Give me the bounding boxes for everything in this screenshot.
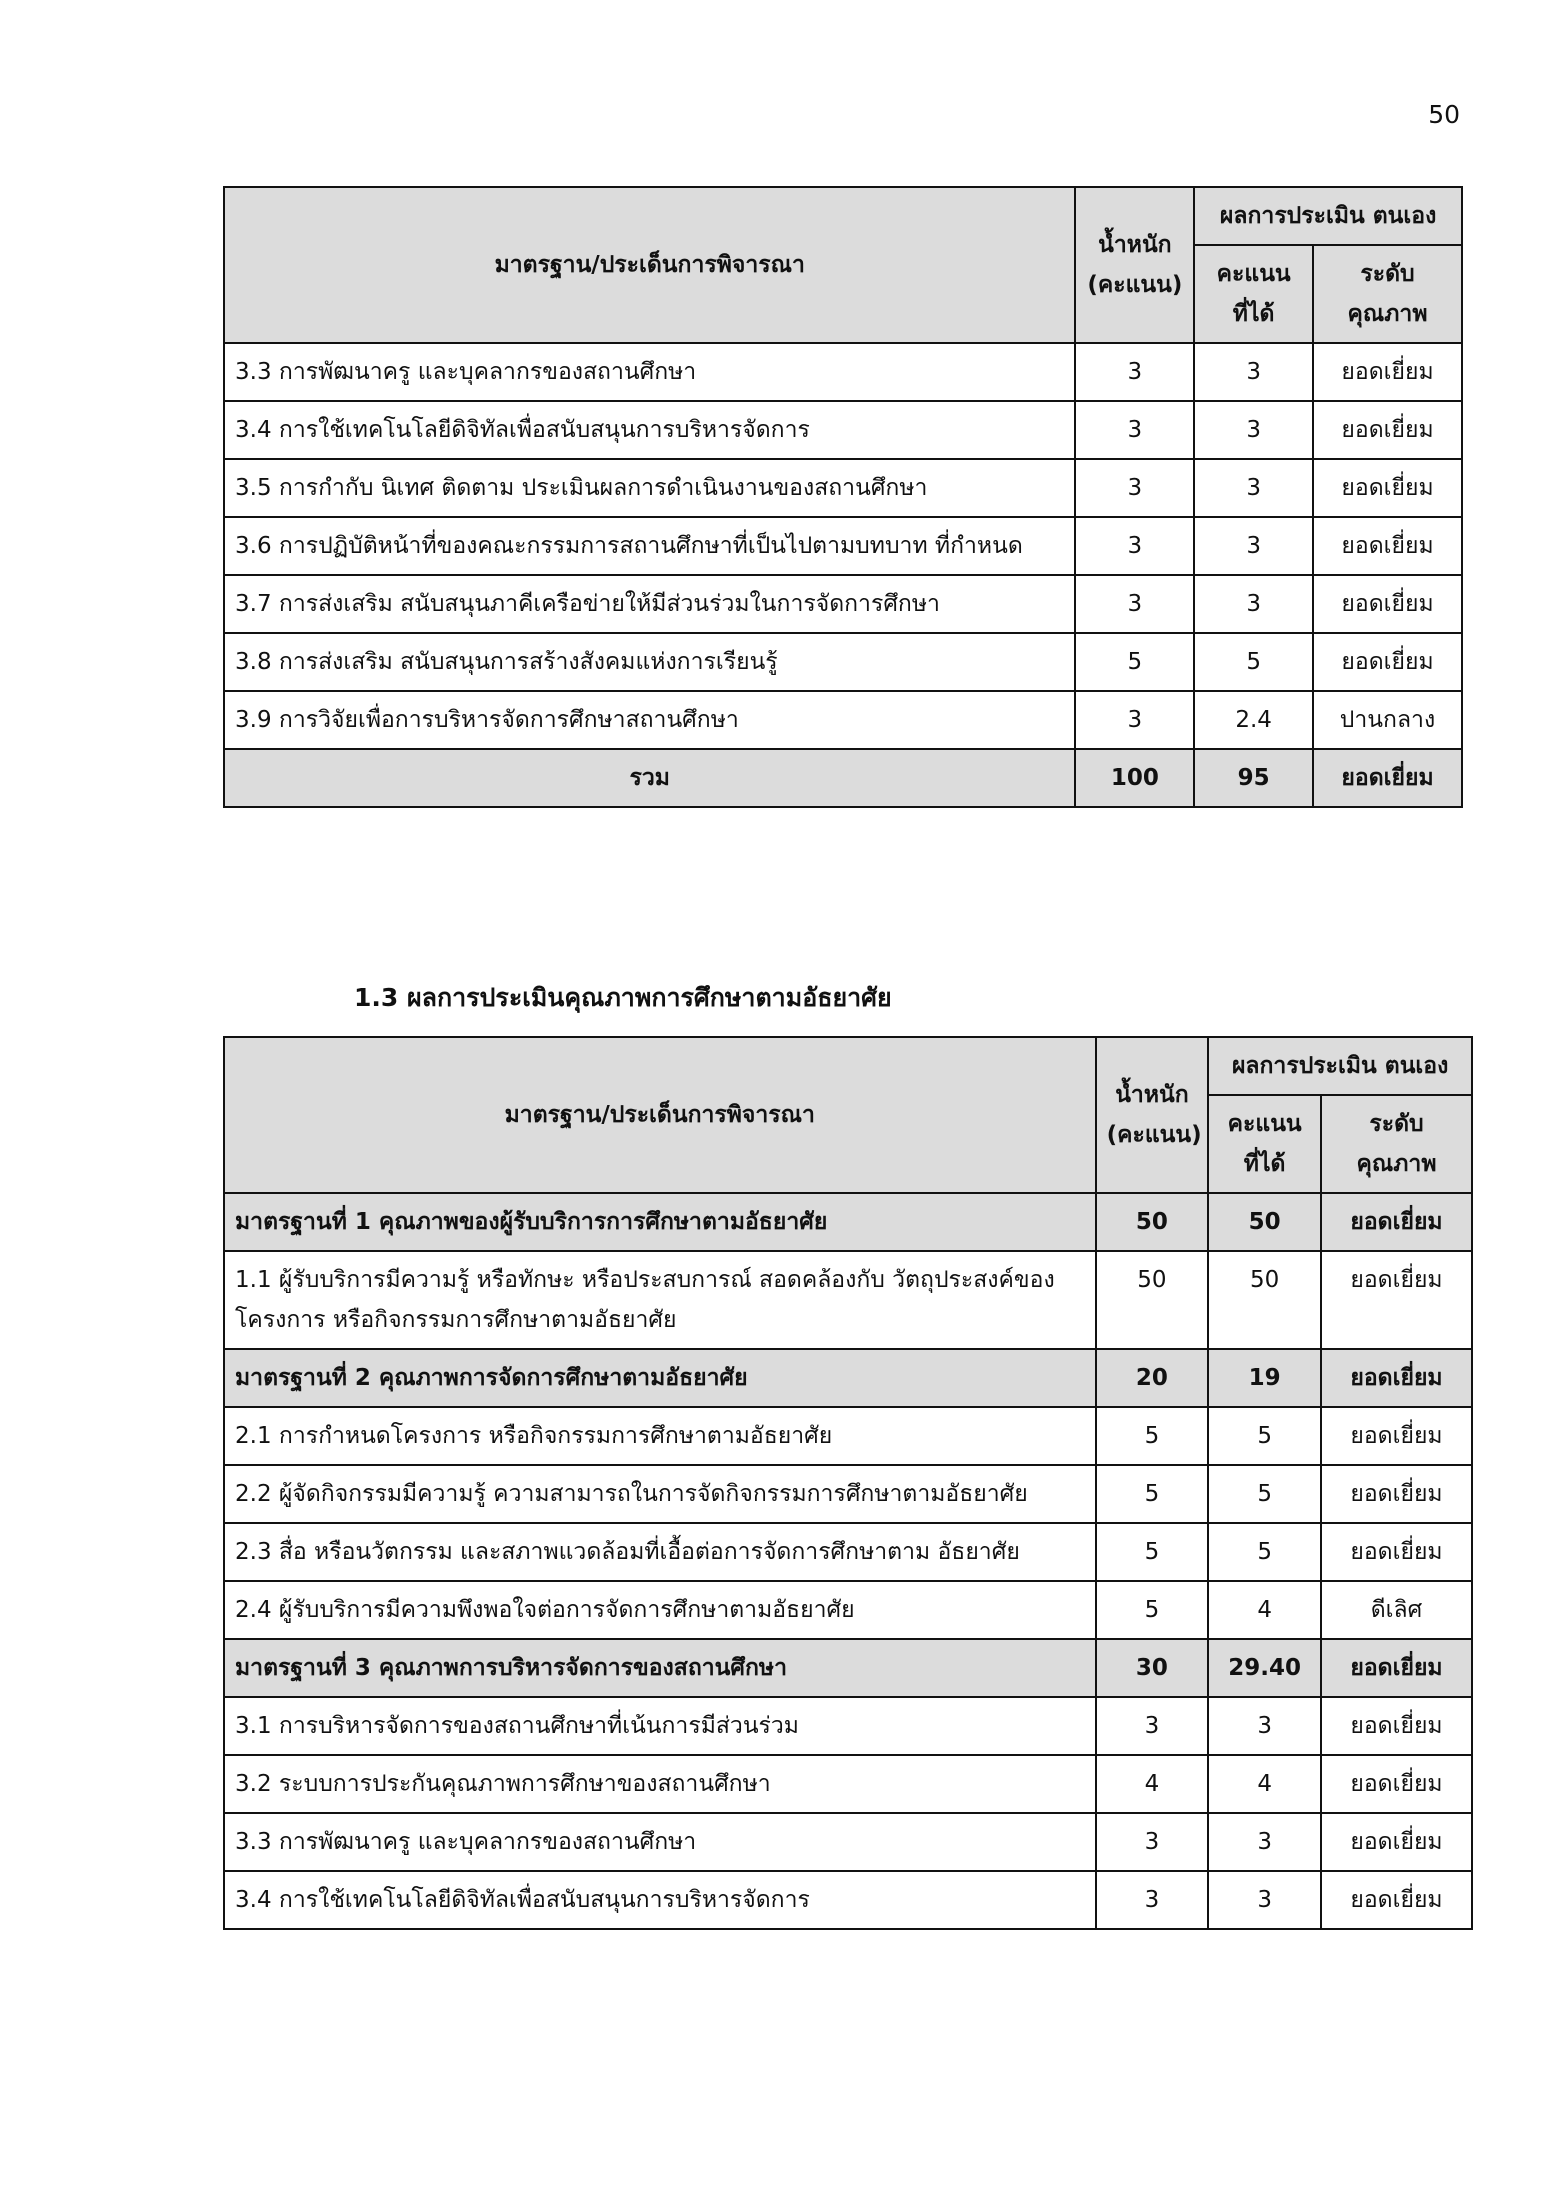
table-row [224,1251,1472,1349]
level-cell: ยอดเยี่ยม [1313,343,1462,401]
level-cell: ยอดเยี่ยม [1313,633,1462,691]
header-score: คะแนน ที่ได้ [1208,1095,1321,1193]
level-cell: ดีเลิศ [1321,1581,1472,1639]
criteria-cell: มาตรฐานที่ 2 คุณภาพการจัดการศึกษาตามอัธยาศัย [224,1349,1096,1407]
criteria-cell: 3.1 การบริหารจัดการของสถานศึกษาที่เน้นการมีส่วนร่วม [224,1697,1096,1755]
score-cell: 3 [1208,1697,1321,1755]
criteria-cell: 2.4 ผู้รับบริการมีความพึงพอใจต่อการจัดการศึกษาตามอัธยาศัย [224,1581,1096,1639]
table-row [224,1871,1472,1929]
weight-cell: 30 [1096,1639,1209,1697]
level-cell: ยอดเยี่ยม [1321,1523,1472,1581]
score-cell: 5 [1208,1407,1321,1465]
table-row [224,1465,1472,1523]
header-weight: น้ำหนัก (คะแนน) [1075,187,1194,343]
level-cell: ยอดเยี่ยม [1321,1465,1472,1523]
weight-cell: 50 [1096,1193,1209,1251]
total-row [224,749,1462,807]
table-row [224,517,1462,575]
total-weight: 100 [1075,749,1194,807]
table-row [224,1581,1472,1639]
level-cell: ยอดเยี่ยม [1313,575,1462,633]
criteria-cell: 3.8 การส่งเสริม สนับสนุนการสร้างสังคมแห่งการเรียนรู้ [224,633,1075,691]
table-row [224,1697,1472,1755]
score-cell: 50 [1208,1193,1321,1251]
table-row [224,401,1462,459]
table-row [224,343,1462,401]
table-row [224,1407,1472,1465]
level-cell: ยอดเยี่ยม [1321,1813,1472,1871]
criteria-cell: 3.2 ระบบการประกันคุณภาพการศึกษาของสถานศึกษา [224,1755,1096,1813]
score-cell: 3 [1194,401,1313,459]
table-row [224,459,1462,517]
total-label: รวม [224,749,1075,807]
standard-row [224,1639,1472,1697]
table-row [224,1755,1472,1813]
score-cell: 4 [1208,1755,1321,1813]
score-cell: 4 [1208,1581,1321,1639]
criteria-cell: มาตรฐานที่ 3 คุณภาพการบริหารจัดการของสถานศึกษา [224,1639,1096,1697]
assessment-table-2 [223,1036,1473,1930]
standard-row [224,1193,1472,1251]
weight-cell: 20 [1096,1349,1209,1407]
table1-body [224,343,1462,749]
criteria-cell: 3.5 การกำกับ นิเทศ ติดตาม ประเมินผลการดำเนินงานของสถานศึกษา [224,459,1075,517]
criteria-cell: 2.2 ผู้จัดกิจกรรมมีความรู้ ความสามารถในการจัดกิจกรรมการศึกษาตามอัธยาศัย [224,1465,1096,1523]
page-number: 50 [1428,100,1460,129]
score-cell: 29.40 [1208,1639,1321,1697]
weight-cell: 3 [1075,401,1194,459]
header-self-assessment: ผลการประเมิน ตนเอง [1208,1037,1472,1095]
level-cell: ยอดเยี่ยม [1313,517,1462,575]
level-cell: ยอดเยี่ยม [1321,1193,1472,1251]
header-weight: น้ำหนัก (คะแนน) [1096,1037,1209,1193]
header-score: คะแนน ที่ได้ [1194,245,1313,343]
table-row [224,1523,1472,1581]
level-cell: ยอดเยี่ยม [1321,1407,1472,1465]
score-cell: 3 [1194,517,1313,575]
section-heading: 1.3 ผลการประเมินคุณภาพการศึกษาตามอัธยาศัย [354,983,892,1012]
criteria-cell: 2.1 การกำหนดโครงการ หรือกิจกรรมการศึกษาตามอัธยาศัย [224,1407,1096,1465]
criteria-cell: 3.3 การพัฒนาครู และบุคลากรของสถานศึกษา [224,343,1075,401]
weight-cell: 3 [1075,343,1194,401]
header-criteria: มาตรฐาน/ประเด็นการพิจารณา [224,1037,1096,1193]
criteria-cell: มาตรฐานที่ 1 คุณภาพของผู้รับบริการการศึกษาตามอัธยาศัย [224,1193,1096,1251]
score-cell: 2.4 [1194,691,1313,749]
score-cell: 5 [1208,1465,1321,1523]
weight-cell: 5 [1096,1407,1209,1465]
level-cell: ยอดเยี่ยม [1321,1871,1472,1929]
score-cell: 19 [1208,1349,1321,1407]
assessment-table-1 [223,186,1463,808]
score-cell: 3 [1194,575,1313,633]
header-self-assessment: ผลการประเมิน ตนเอง [1194,187,1462,245]
score-cell: 3 [1194,343,1313,401]
weight-cell: 3 [1096,1697,1209,1755]
level-cell: ยอดเยี่ยม [1321,1251,1472,1349]
standard-row [224,1349,1472,1407]
weight-cell: 4 [1096,1755,1209,1813]
header-criteria: มาตรฐาน/ประเด็นการพิจารณา [224,187,1075,343]
level-cell: ยอดเยี่ยม [1321,1755,1472,1813]
weight-cell: 3 [1075,575,1194,633]
total-score: 95 [1194,749,1313,807]
weight-cell: 50 [1096,1251,1209,1349]
level-cell: ยอดเยี่ยม [1313,459,1462,517]
score-cell: 5 [1208,1523,1321,1581]
header-level: ระดับ คุณภาพ [1321,1095,1472,1193]
weight-cell: 3 [1096,1813,1209,1871]
weight-cell: 5 [1075,633,1194,691]
score-cell: 5 [1194,633,1313,691]
criteria-cell: 3.4 การใช้เทคโนโลยีดิจิทัลเพื่อสนับสนุนการบริหารจัดการ [224,1871,1096,1929]
table-row [224,633,1462,691]
criteria-cell: 3.4 การใช้เทคโนโลยีดิจิทัลเพื่อสนับสนุนการบริหารจัดการ [224,401,1075,459]
criteria-cell: 3.6 การปฏิบัติหน้าที่ของคณะกรรมการสถานศึกษาที่เป็นไปตามบทบาท ที่กำหนด [224,517,1075,575]
weight-cell: 3 [1075,459,1194,517]
table2-body [224,1193,1472,1929]
score-cell: 50 [1208,1251,1321,1349]
table-row [224,1813,1472,1871]
weight-cell: 5 [1096,1465,1209,1523]
criteria-cell: 3.9 การวิจัยเพื่อการบริหารจัดการศึกษาสถานศึกษา [224,691,1075,749]
header-level: ระดับ คุณภาพ [1313,245,1462,343]
criteria-cell: 1.1 ผู้รับบริการมีความรู้ หรือทักษะ หรือประสบการณ์ สอดคล้องกับ วัตถุประสงค์ของโครงการ หรือกิจกรรมการศึกษาตามอัธยาศัย [224,1251,1096,1349]
table-row [224,575,1462,633]
level-cell: ยอดเยี่ยม [1321,1639,1472,1697]
weight-cell: 3 [1096,1871,1209,1929]
level-cell: ยอดเยี่ยม [1313,401,1462,459]
weight-cell: 5 [1096,1581,1209,1639]
score-cell: 3 [1208,1813,1321,1871]
criteria-cell: 3.3 การพัฒนาครู และบุคลากรของสถานศึกษา [224,1813,1096,1871]
weight-cell: 5 [1096,1523,1209,1581]
level-cell: ยอดเยี่ยม [1321,1697,1472,1755]
score-cell: 3 [1194,459,1313,517]
criteria-cell: 2.3 สื่อ หรือนวัตกรรม และสภาพแวดล้อมที่เอื้อต่อการจัดการศึกษาตาม อัธยาศัย [224,1523,1096,1581]
level-cell: ยอดเยี่ยม [1321,1349,1472,1407]
criteria-cell: 3.7 การส่งเสริม สนับสนุนภาคีเครือข่ายให้มีส่วนร่วมในการจัดการศึกษา [224,575,1075,633]
level-cell: ปานกลาง [1313,691,1462,749]
score-cell: 3 [1208,1871,1321,1929]
weight-cell: 3 [1075,691,1194,749]
weight-cell: 3 [1075,517,1194,575]
total-level: ยอดเยี่ยม [1313,749,1462,807]
table-row [224,691,1462,749]
